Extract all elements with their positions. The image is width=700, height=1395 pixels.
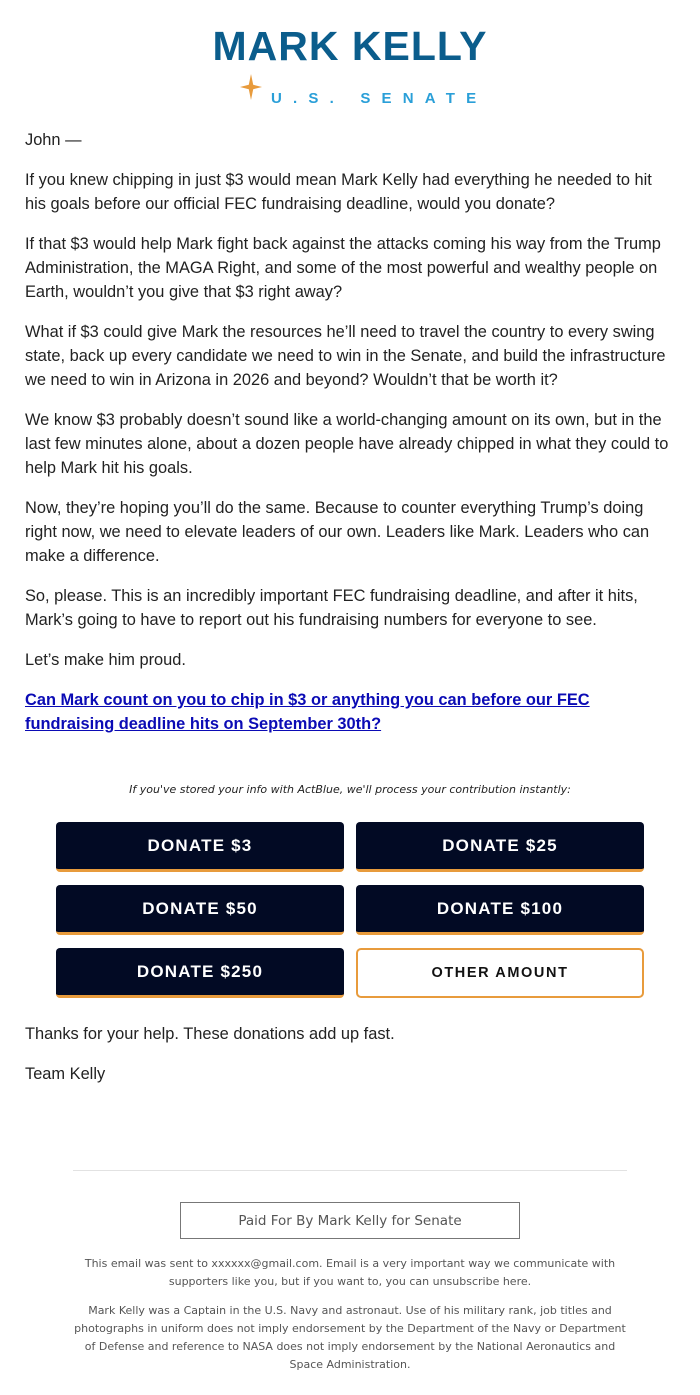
paragraph-1: If you knew chipping in just $3 would mean Mark Kelly had everything he needed to hit his goals before our official FEC fundraising deadline, would you donate? [25, 171, 652, 213]
paragraph-6: So, please. This is an incredibly important FEC fundraising deadline, and after it hits, Mark’s going to have to report out his fundraising numbers for everyone to see. [25, 587, 638, 629]
other-amount-button[interactable]: OTHER AMOUNT [356, 948, 644, 998]
donate-100-button[interactable]: DONATE $100 [356, 885, 644, 935]
donate-25-button[interactable]: DONATE $25 [356, 822, 644, 872]
sent-to-notice: This email was sent to xxxxxx@gmail.com. Email is a very important way we communicate with supporters like you, but if you want to, you can unsubscribe here. [84, 1257, 616, 1288]
donate-250-button[interactable]: DONATE $250 [56, 948, 344, 998]
footer-divider [73, 1170, 627, 1171]
paragraph-4: We know $3 probably doesn’t sound like a world-changing amount on its own, but in the last few minutes alone, about a dozen people have already chipped in what they could to help Mark hit his goals. [25, 411, 669, 477]
paragraph-2: If that $3 would help Mark fight back against the attacks coming his way from the Trump Administration, the MAGA Right, and some of the most powerful and wealthy people on Earth, wouldn’t you give that $3 right away? [25, 235, 661, 301]
actblue-note: If you've stored your info with ActBlue, we'll process your contribution instantly: [129, 783, 571, 796]
paid-for-box: Paid For By Mark Kelly for Senate [180, 1202, 520, 1239]
donate-cta-link[interactable]: Can Mark count on you to chip in $3 or anything you can before our FEC fundraising deadline hits on September 30th? [25, 691, 590, 733]
campaign-logo [0, 23, 700, 107]
signature: Team Kelly [25, 1065, 106, 1083]
paragraph-7: Let’s make him proud. [25, 651, 186, 669]
donate-3-button[interactable]: DONATE $3 [56, 822, 344, 872]
paragraph-3: What if $3 could give Mark the resources he’ll need to travel the country to every swing state, back up every candidate we need to win in the Senate, and build the infrastructure we need to win in Arizona in 2026 and beyond? Wouldn’t that be worth it? [25, 323, 666, 389]
military-disclaimer: Mark Kelly was a Captain in the U.S. Navy and astronaut. Use of his military rank, job titles and photographs in uniform does not imply endorsement by the Department of the Navy or Department of Defense and reference to NASA does not imply endorsement by the National Aeronautics and Space Administration. [74, 1304, 626, 1371]
closing [25, 1022, 675, 1102]
email-body [25, 128, 675, 736]
paragraph-5: Now, they’re hoping you’ll do the same. Because to counter everything Trump’s doing right now, we need to elevate leaders of our own. Leaders like Mark. Leaders who can make a difference. [25, 499, 650, 565]
thanks-text: Thanks for your help. These donations add up fast. [25, 1025, 395, 1043]
donate-50-button[interactable]: DONATE $50 [56, 885, 344, 935]
greeting: John — [25, 131, 82, 149]
logo-subtitle: U.S. SENATE [271, 90, 488, 107]
star-icon [240, 74, 262, 100]
logo-title: MARK KELLY [212, 23, 488, 69]
